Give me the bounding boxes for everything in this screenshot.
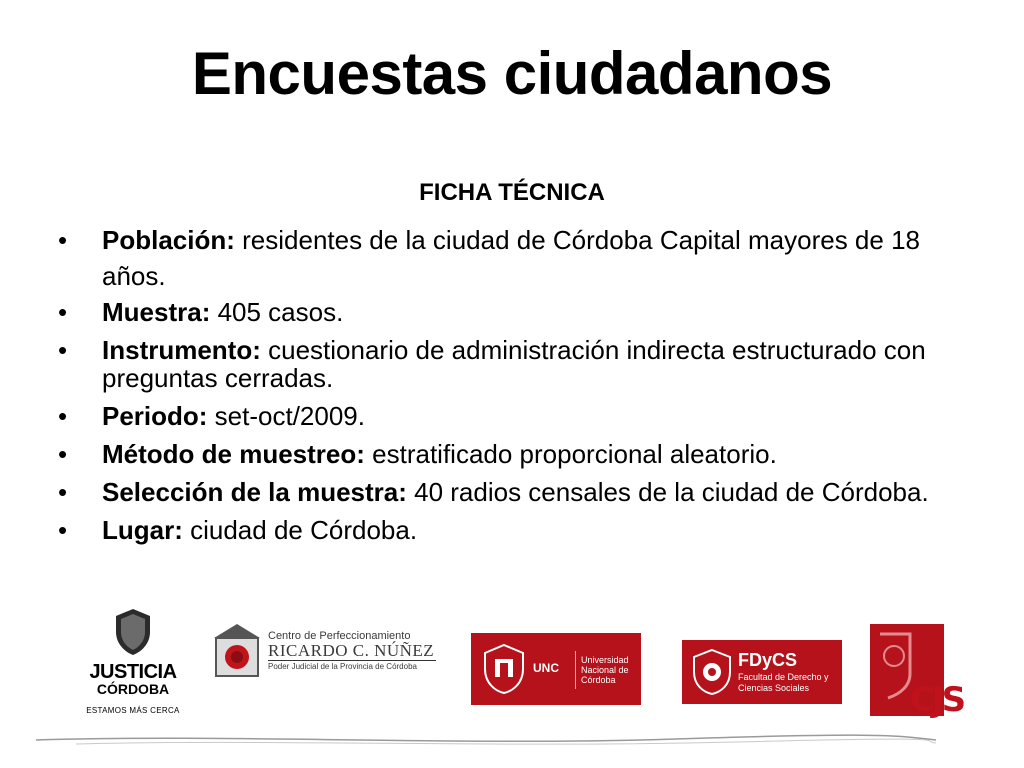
bullet-list [58,222,978,554]
centro-logo-line3: Poder Judicial de la Provincia de Córdoba [268,662,417,671]
bullet-dot: • [58,477,68,507]
cjs-logo [870,624,970,720]
bullet-text: ciudad de Córdoba. [182,515,418,545]
bullet-periodo [58,402,978,430]
unc-crest-icon [483,643,525,695]
fdycs-logo [682,640,842,704]
bullet-text: cuestionario de administración indirecta estructurado con preguntas cerradas. [102,335,926,393]
slide-title: Encuestas ciudadanos [191,40,833,107]
bullet-dot: • [58,335,68,365]
footer-rule [36,730,936,750]
unc-logo-name: Universidad Nacional de Córdoba [581,655,629,685]
bullet-text: set-oct/2009. [207,401,365,431]
centro-logo-line1: Centro de Perfeccionamiento [268,630,411,642]
bullet-label: Población: [102,225,235,255]
bullet-lugar [58,516,978,544]
fdycs-logo-name: Facultad de Derecho y Ciencias Sociales [738,672,829,693]
bullet-metodo [58,440,978,468]
unc-logo-abbr: UNC [533,661,559,675]
justicia-logo-line2: CÓRDOBA [96,681,170,697]
bullet-dot: • [58,401,68,431]
justicia-cordoba-logo [80,608,186,718]
bullet-text: estratificado proporcional aleatorio. [364,439,777,469]
centro-perfeccionamiento-logo [212,620,434,684]
bullet-dot: • [58,225,68,255]
bullet-text: residentes de la ciudad de Córdoba Capital mayores de 18 años. [102,225,920,291]
bullet-text: 40 radios censales de la ciudad de Córdoba. [406,477,929,507]
bullet-poblacion [58,222,978,294]
bullet-text: 405 casos. [210,297,344,327]
centro-logo-line2: RICARDO C. NÚÑEZ [268,641,435,660]
bullet-muestra [58,298,978,326]
section-subtitle: FICHA TÉCNICA [419,179,605,206]
justicia-logo-slogan: ESTAMOS MÁS CERCA [86,706,180,715]
bullet-label: Muestra: [102,297,211,327]
unc-logo-separator [575,651,576,689]
bullet-label: Instrumento: [102,335,261,365]
building-icon [212,622,262,680]
bullet-seleccion [58,478,978,506]
bullet-dot: • [58,297,68,327]
centro-logo-text [268,630,436,672]
unc-logo [471,633,641,705]
bullet-dot: • [58,515,68,545]
cjs-logo-abbr: CJS [910,680,964,720]
fdycs-crest-icon [692,648,732,696]
bullet-label: Periodo: [102,401,208,431]
fdycs-logo-abbr: FDyCS [738,650,798,670]
bullet-label: Lugar: [102,515,183,545]
bullet-label: Selección de la muestra: [102,477,407,507]
shield-icon [113,608,153,656]
bullet-dot: • [58,439,68,469]
bullet-instrumento [58,336,978,392]
justicia-logo-line1: JUSTICIA [89,661,177,683]
logo-strip [0,600,1024,730]
bullet-label: Método de muestreo: [102,439,365,469]
